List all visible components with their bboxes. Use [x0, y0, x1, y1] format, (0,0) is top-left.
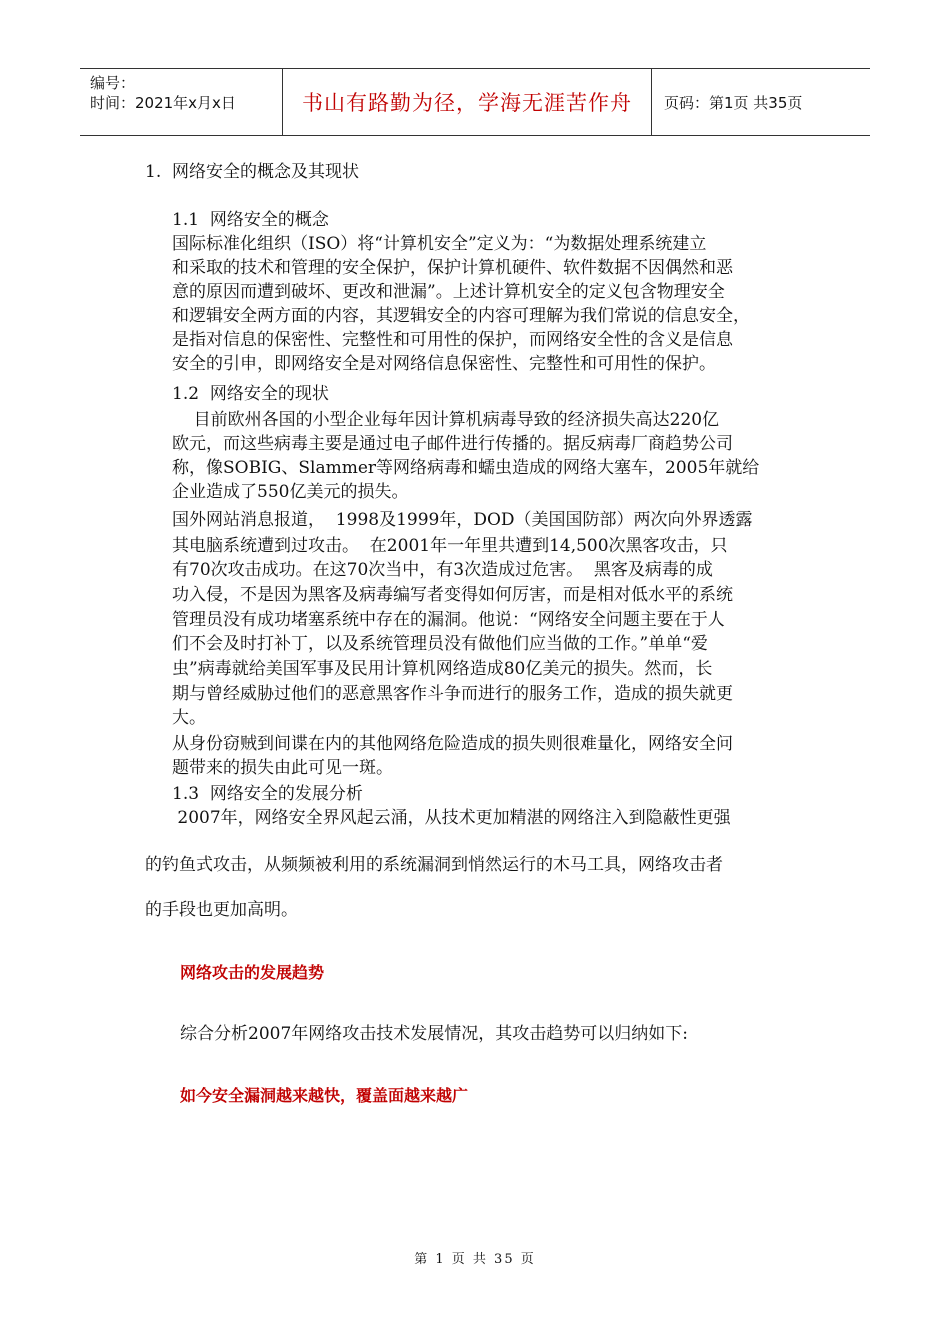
paragraph-line: 是指对信息的保密性、完整性和可用性的保护，而网络安全性的含义是信息 — [172, 330, 733, 350]
paragraph-line: 期与曾经威胁过他们的恶意黑客作斗争而进行的服务工作，造成的损失就更 — [172, 684, 733, 704]
trend-summary: 综合分析2007年网络攻击技术发展情况，其攻击趋势可以归纳如下: — [180, 1024, 688, 1044]
subsection-title: 1.2 网络安全的现状 — [172, 384, 329, 404]
paragraph-line: 和逻辑安全两方面的内容，其逻辑安全的内容可理解为我们常说的信息安全， — [172, 306, 750, 326]
paragraph-line: 从身份窃贼到间谍在内的其他网络危险造成的损失则很难量化，网络安全问 — [172, 734, 733, 754]
paragraph-line: 意的原因而遭到破坏、更改和泄漏”。上述计算机安全的定义包含物理安全 — [172, 282, 725, 302]
paragraph-line: 题带来的损失由此可见一斑。 — [172, 758, 393, 778]
paragraph-line: 的钓鱼式攻击，从频频被利用的系统漏洞到悄然运行的木马工具，网络攻击者 — [145, 855, 723, 875]
paragraph-line: 安全的引申，即网络安全是对网络信息保密性、完整性和可用性的保护。 — [172, 354, 716, 374]
paragraph-line: 企业造成了550亿美元的损失。 — [172, 482, 409, 502]
number-label: 编号： — [90, 74, 136, 92]
paragraph-line: 的手段也更加高明。 — [145, 900, 298, 920]
paragraph-line: 有70次攻击成功。在这70次当中，有3次造成过危害。 黑客及病毒的成 — [172, 560, 713, 580]
subsection-title: 1.3 网络安全的发展分析 — [172, 784, 363, 804]
paragraph-line: 大。 — [172, 708, 206, 728]
paragraph-line: 2007年，网络安全界风起云涌，从技术更加精湛的网络注入到隐蔽性更强 — [172, 808, 731, 828]
header-motto: 书山有路勤为径，学海无涯苦作舟 — [282, 69, 652, 135]
section-title: 1. 网络安全的概念及其现状 — [145, 162, 360, 182]
trend-heading: 网络攻击的发展趋势 — [180, 963, 325, 982]
paragraph-line: 虫”病毒就给美国军事及民用计算机网络造成80亿美元的损失。然而，长 — [172, 659, 713, 679]
paragraph-line: 其电脑系统遭到过攻击。 在2001年一年里共遭到14,500次黑客攻击，只 — [172, 536, 728, 556]
page-footer: 第 1 页 共 35 页 — [414, 1252, 536, 1267]
header-page-info: 页码：第1页 共35页 — [664, 93, 803, 112]
header-meta — [80, 69, 282, 135]
paragraph-line: 和采取的技术和管理的安全保护，保护计算机硬件、软件数据不因偶然和恶 — [172, 258, 733, 278]
time-label: 时间：2021年x月x日 — [90, 94, 236, 112]
paragraph-line: 称，像SOBIG、Slammer等网络病毒和蠕虫造成的网络大塞车，2005年就给 — [172, 458, 760, 478]
paragraph-line: 国际标准化组织（ISO）将“计算机安全”定义为：“为数据处理系统建立 — [172, 234, 707, 254]
subsection-title: 1.1 网络安全的概念 — [172, 210, 329, 230]
paragraph-line: 功入侵，不是因为黑客及病毒编写者变得如何厉害，而是相对低水平的系统 — [172, 585, 733, 605]
paragraph-line: 目前欧州各国的小型企业每年因计算机病毒导致的经济损失高达220亿 — [172, 410, 720, 430]
trend-point: 如今安全漏洞越来越快，覆盖面越来越广 — [180, 1086, 469, 1105]
page-header — [80, 68, 870, 136]
paragraph-line: 管理员没有成功堵塞系统中存在的漏洞。他说：“网络安全问题主要在于人 — [172, 610, 725, 630]
paragraph-line: 国外网站消息报道， 1998及1999年，DOD（美国国防部）两次向外界透露 — [172, 510, 753, 530]
paragraph-line: 们不会及时打补丁，以及系统管理员没有做他们应当做的工作。”单单“爱 — [172, 634, 708, 654]
paragraph-line: 欧元，而这些病毒主要是通过电子邮件进行传播的。据反病毒厂商趋势公司 — [172, 434, 733, 454]
